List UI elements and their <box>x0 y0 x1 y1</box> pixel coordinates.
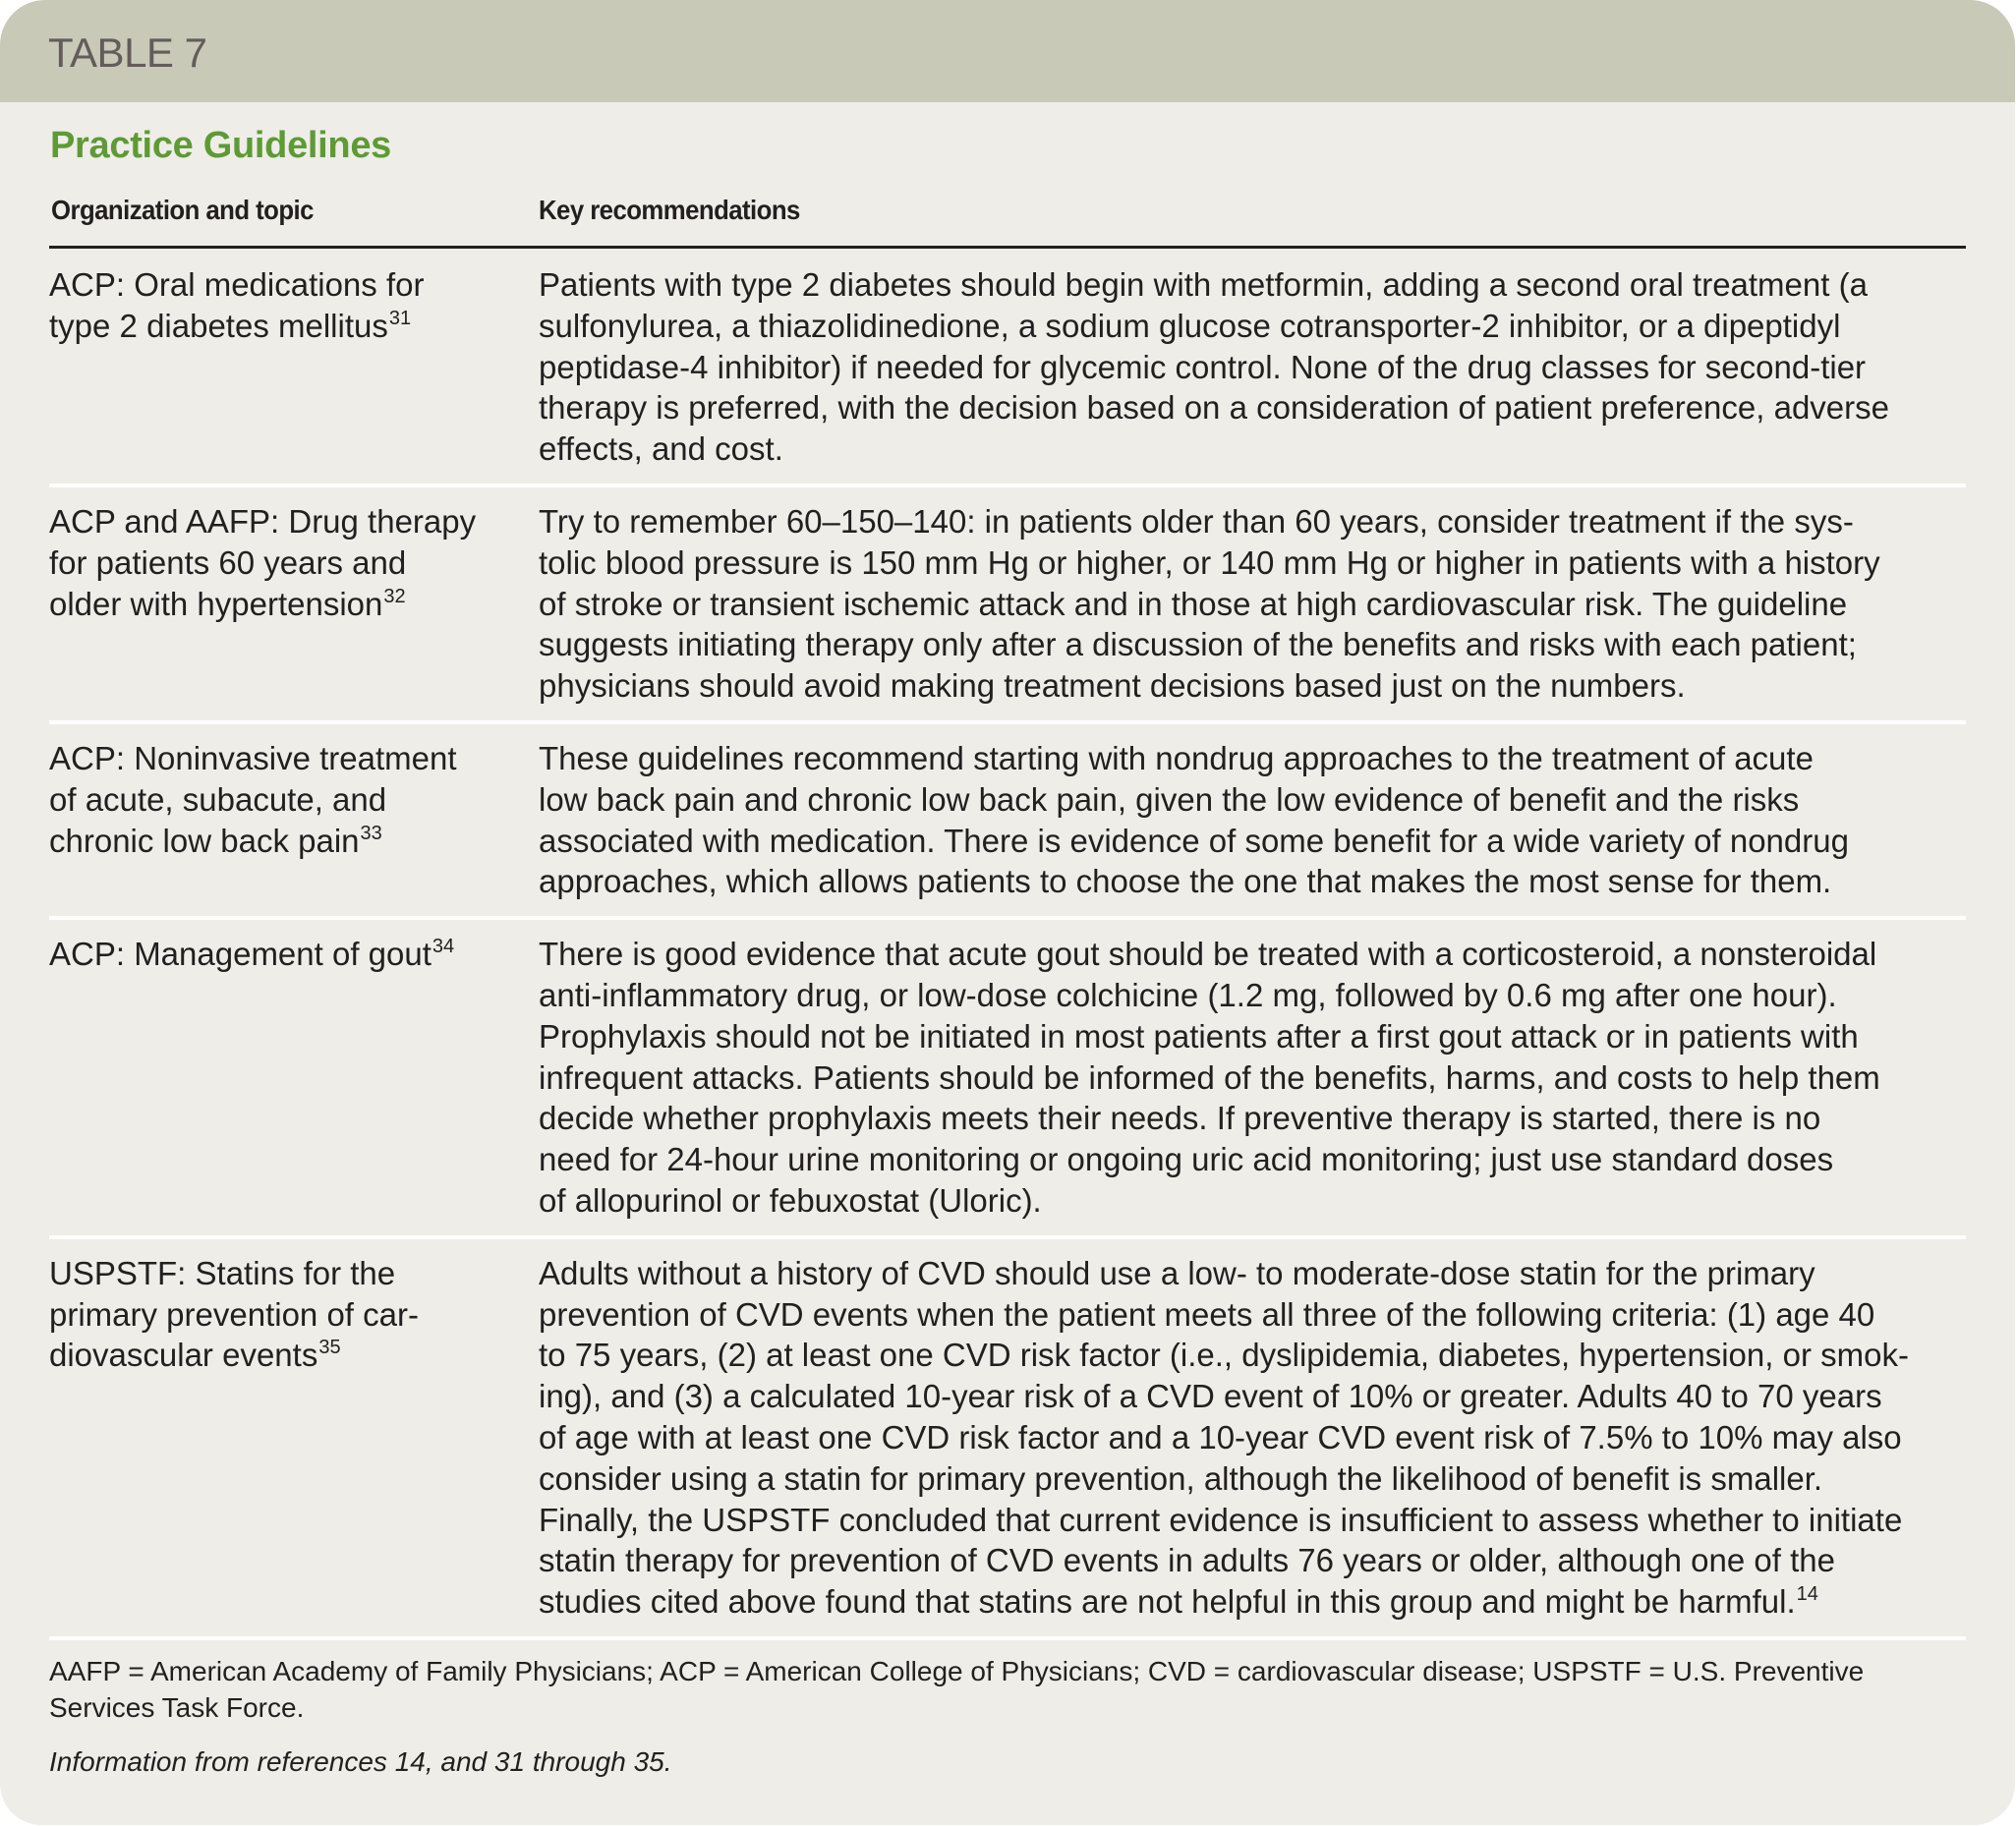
recommendation-text: sulfonylurea, a thiazolidinedione, a sodium glucose cotransporter-2 inhibitor, or a dipeptidyl <box>539 307 1841 344</box>
recommendation-line <box>539 347 1966 388</box>
recommendation-text: prevention of CVD events when the patient meets all three of the following criteria: (1) age 40 <box>539 1295 1875 1333</box>
recommendation-text: effects, and cost. <box>539 430 783 468</box>
topic-text: for patients 60 years and <box>49 543 407 581</box>
topic-text: chronic low back pain <box>49 822 360 859</box>
reference-superscript: 31 <box>388 307 412 329</box>
recommendation-cell <box>539 1253 1966 1623</box>
table-row <box>49 1239 1966 1640</box>
recommendation-line <box>539 584 1966 625</box>
recommendation-line <box>539 1335 1966 1376</box>
recommendation-line <box>539 1540 1966 1581</box>
recommendation-line <box>539 1581 1966 1623</box>
topic-text: type 2 diabetes mellitus <box>49 307 388 344</box>
recommendation-line <box>539 1139 1966 1180</box>
recommendation-text: Prophylaxis should not be initiated in most patients after a first gout attack or in patients with <box>539 1017 1859 1055</box>
recommendation-line <box>539 975 1966 1016</box>
recommendation-text: of age with at least one CVD risk factor and a 10-year CVD event risk of 7.5% to 10% may also <box>539 1418 1902 1455</box>
recommendation-line <box>539 861 1966 902</box>
recommendation-text: of stroke or transient ischemic attack and in those at high cardiovascular risk. The guideline <box>539 585 1848 622</box>
recommendation-text: studies cited above found that statins are not helpful in this group and might be harmful. <box>539 1583 1796 1621</box>
abbreviations-footnote <box>49 1653 1966 1726</box>
topic-line <box>49 1253 539 1294</box>
topic-text: diovascular events <box>49 1337 318 1374</box>
recommendation-text: consider using a statin for primary prevention, although the likelihood of benefit is smaller. <box>539 1459 1823 1497</box>
recommendation-text: need for 24-hour urine monitoring or ongoing uric acid monitoring; just use standard doses <box>539 1141 1834 1178</box>
recommendation-line <box>539 1253 1966 1294</box>
reference-superscript: 32 <box>383 585 406 607</box>
footnote-line: Services Task Force. <box>49 1692 305 1723</box>
reference-superscript: 33 <box>360 822 382 844</box>
table-header-bar <box>0 0 2015 102</box>
recommendation-line <box>539 934 1966 975</box>
recommendation-cell <box>539 501 1966 707</box>
recommendation-text: Finally, the USPSTF concluded that current evidence is insufficient to assess whether to initiate <box>539 1501 1903 1538</box>
topic-line <box>49 779 539 821</box>
table-row <box>49 249 1966 487</box>
recommendation-cell <box>539 738 1966 902</box>
recommendation-line <box>539 387 1966 428</box>
topic-cell <box>49 738 539 902</box>
recommendation-line <box>539 1180 1966 1222</box>
table-number-label: TABLE 7 <box>48 29 207 76</box>
topic-line <box>49 821 539 862</box>
reference-superscript: 34 <box>432 936 455 958</box>
recommendation-line <box>539 821 1966 862</box>
recommendation-line <box>539 542 1966 584</box>
column-header-organization: Organization and topic <box>51 195 314 225</box>
topic-line <box>49 1294 539 1336</box>
recommendation-cell <box>539 934 1966 1222</box>
recommendation-line <box>539 1417 1966 1458</box>
recommendation-cell <box>539 264 1966 470</box>
recommendation-text: peptidase-4 inhibitor) if needed for glycemic control. None of the drug classes for second-tier <box>539 348 1867 385</box>
recommendation-text: Patients with type 2 diabetes should begin with metformin, adding a second oral treatment (a <box>539 266 1868 303</box>
table-body <box>49 249 1966 1640</box>
topic-text: ACP: Noninvasive treatment <box>49 739 457 776</box>
topic-line <box>49 934 539 975</box>
recommendation-line <box>539 1500 1966 1541</box>
footnote-line: AAFP = American Academy of Family Physicians; ACP = American College of Physicians; CVD = cardiovascular disease; USPSTF = U.S. Preventive <box>49 1656 1865 1686</box>
table-row <box>49 487 1966 724</box>
recommendation-line <box>539 1098 1966 1139</box>
recommendation-text: anti-inflammatory drug, or low-dose colchicine (1.2 mg, followed by 0.6 mg after one hour). <box>539 976 1837 1013</box>
topic-line <box>49 264 539 306</box>
recommendation-line <box>539 1016 1966 1057</box>
topic-line <box>49 738 539 779</box>
recommendation-text: therapy is preferred, with the decision based on a consideration of patient preference, adverse <box>539 389 1889 427</box>
recommendation-text: low back pain and chronic low back pain, given the low evidence of benefit and the risks <box>539 780 1800 818</box>
recommendation-line <box>539 428 1966 470</box>
recommendation-text: There is good evidence that acute gout should be treated with a corticosteroid, a nonsteroidal <box>539 936 1877 973</box>
topic-cell <box>49 501 539 707</box>
recommendation-text: of allopurinol or febuxostat (Uloric). <box>539 1181 1042 1219</box>
reference-superscript: 14 <box>1796 1583 1818 1606</box>
recommendation-line <box>539 1376 1966 1417</box>
recommendation-text: statin therapy for prevention of CVD events in adults 76 years or older, although one of the <box>539 1542 1835 1579</box>
recommendation-line <box>539 665 1966 707</box>
topic-text: ACP: Management of gout <box>49 936 432 973</box>
column-header-recommendations: Key recommendations <box>539 195 800 225</box>
recommendation-line <box>539 738 1966 779</box>
recommendation-text: These guidelines recommend starting with nondrug approaches to the treatment of acute <box>539 739 1814 776</box>
topic-line <box>49 501 539 542</box>
recommendation-line <box>539 306 1966 347</box>
recommendation-line <box>539 1294 1966 1336</box>
recommendation-text: physicians should avoid making treatment decisions based just on the numbers. <box>539 667 1686 705</box>
table-row <box>49 920 1966 1239</box>
recommendation-line <box>539 624 1966 665</box>
recommendation-line <box>539 501 1966 542</box>
topic-text: ACP: Oral medications for <box>49 266 425 303</box>
topic-text: older with hypertension <box>49 585 383 622</box>
topic-text: of acute, subacute, and <box>49 780 387 818</box>
table-row <box>49 724 1966 920</box>
recommendation-text: infrequent attacks. Patients should be informed of the benefits, harms, and costs to help them <box>539 1058 1880 1096</box>
topic-text: primary prevention of car- <box>49 1295 419 1333</box>
recommendation-text: ing), and (3) a calculated 10-year risk of a CVD event of 10% or greater. Adults 40 to 70 years <box>539 1378 1882 1415</box>
topic-cell <box>49 264 539 470</box>
topic-text: USPSTF: Statins for the <box>49 1254 396 1291</box>
table-title: Practice Guidelines <box>50 125 392 166</box>
topic-cell <box>49 934 539 1222</box>
recommendation-text: Adults without a history of CVD should use a low- to moderate-dose statin for the primary <box>539 1254 1815 1291</box>
source-footnote: Information from references 14, and 31 through 35. <box>49 1746 672 1777</box>
table-footnotes <box>49 1653 1966 1780</box>
recommendation-text: decide whether prophylaxis meets their needs. If preventive therapy is started, there is no <box>539 1100 1821 1137</box>
recommendation-line <box>539 1057 1966 1099</box>
recommendation-text: to 75 years, (2) at least one CVD risk factor (i.e., dyslipidemia, diabetes, hypertension, or smok- <box>539 1337 1909 1374</box>
topic-line <box>49 306 539 347</box>
topic-cell <box>49 1253 539 1623</box>
recommendation-text: approaches, which allows patients to choose the one that makes the most sense for them. <box>539 863 1832 900</box>
topic-text: ACP and AAFP: Drug therapy <box>49 502 477 540</box>
recommendation-line <box>539 264 1966 306</box>
reference-superscript: 35 <box>318 1337 341 1359</box>
recommendation-line <box>539 779 1966 821</box>
recommendation-text: tolic blood pressure is 150 mm Hg or higher, or 140 mm Hg or higher in patients with a history <box>539 543 1880 581</box>
recommendation-text: Try to remember 60–150–140: in patients older than 60 years, consider treatment if the sys- <box>539 502 1854 540</box>
recommendation-text: associated with medication. There is evidence of some benefit for a wide variety of nondrug <box>539 822 1849 859</box>
recommendation-text: suggests initiating therapy only after a discussion of the benefits and risks with each patient; <box>539 626 1857 663</box>
recommendation-line <box>539 1458 1966 1500</box>
topic-line <box>49 584 539 625</box>
topic-line <box>49 1335 539 1376</box>
topic-line <box>49 542 539 584</box>
